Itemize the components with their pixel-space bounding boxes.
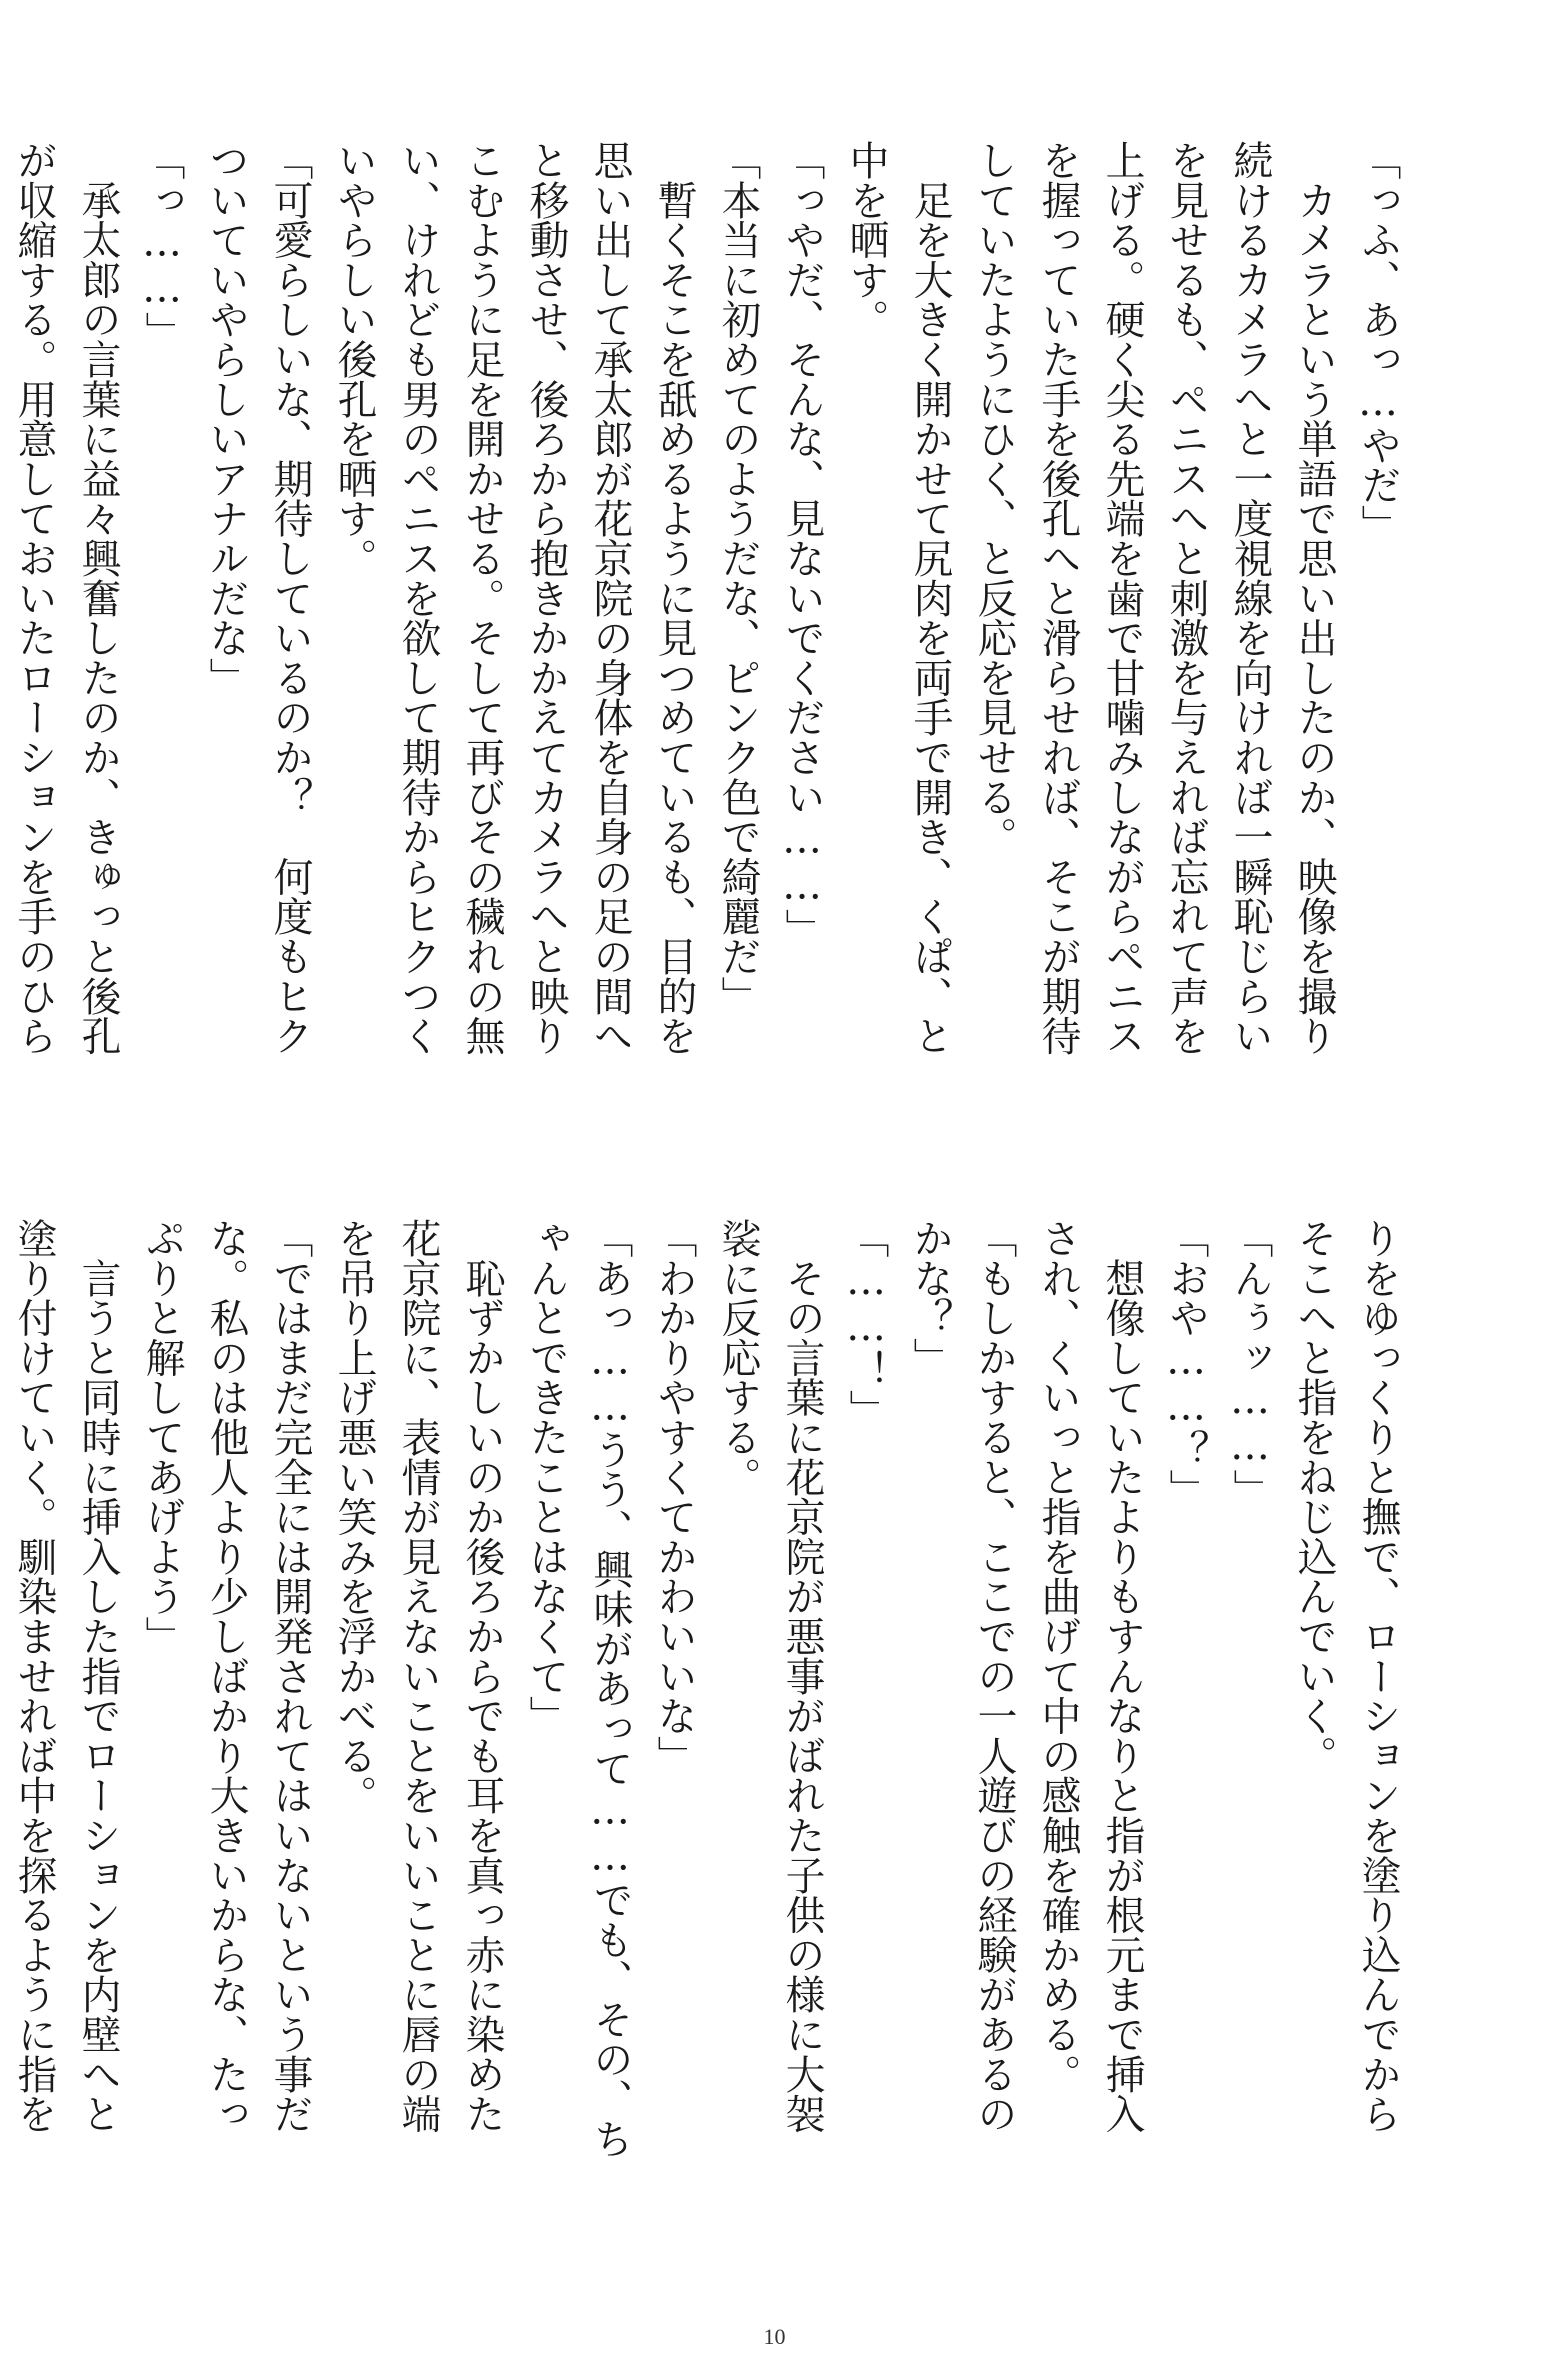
text-column: 想像していたよりもすんなりと指が根元まで挿入 bbox=[1099, 1218, 1145, 2134]
text-column: していたようにひく、と反応を見せる。 bbox=[971, 140, 1017, 857]
text-column: 「ではまだ完全には開発されてはいないという事だ bbox=[267, 1218, 313, 2134]
text-column: 「わかりやすくてかわいいな」 bbox=[651, 1218, 697, 1776]
text-column: 「もしかすると、ここでの一人遊びの経験があるの bbox=[971, 1218, 1017, 2134]
text-column: され、くいっと指を曲げて中の感触を確かめる。 bbox=[1035, 1218, 1081, 2094]
text-column: こむように足を開かせる。そして再びその穢れの無 bbox=[459, 140, 505, 1056]
text-column: 上げる。硬く尖る先端を歯で甘噛みしながらペニス bbox=[1099, 140, 1145, 1056]
text-column: 「っやだ、そんな、見ないでください……」 bbox=[779, 140, 825, 949]
text-column: 「本当に初めてのようだな、ピンク色で綺麗だ」 bbox=[715, 140, 761, 1016]
text-column: 裟に反応する。 bbox=[715, 1218, 761, 1497]
text-column: 恥ずかしいのか後ろからでも耳を真っ赤に染めた bbox=[459, 1218, 505, 2134]
text-column: 言うと同時に挿入した指でローションを内壁へと bbox=[75, 1218, 121, 2134]
text-column: 「可愛らしいな、期待しているのか？ 何度もヒク bbox=[267, 140, 313, 1056]
text-column: を吊り上げ悪い笑みを浮かべる。 bbox=[331, 1218, 377, 1815]
text-column: かな？」 bbox=[907, 1218, 953, 1378]
text-column: な。私のは他人より少しばかり大きいからな、たっ bbox=[203, 1218, 249, 2134]
text-column bbox=[0, 1218, 2, 2218]
text-column: 中を晒す。 bbox=[843, 140, 889, 339]
text-column: を見せるも、ペニスへと刺激を与えれば忘れて声を bbox=[1163, 140, 1209, 1056]
lower-text-block bbox=[11, 1218, 1410, 2218]
text-column: 思い出して承太郎が花京院の身体を自身の足の間へ bbox=[587, 140, 633, 1056]
text-column: 塗り付けていく。馴染ませれば中を探るように指を bbox=[11, 1218, 57, 2134]
text-column bbox=[0, 140, 2, 1140]
text-column: 暫くそこを舐めるように見つめているも、目的を bbox=[651, 140, 697, 1056]
text-column: 「っ……」 bbox=[139, 140, 185, 352]
text-column: 「っふ、あっ…やだ」 bbox=[1355, 140, 1401, 545]
text-column: 「……！」 bbox=[843, 1218, 889, 1430]
text-column: 足を大きく開かせて尻肉を両手で開き、くぱ、と bbox=[907, 140, 953, 1056]
text-column: カメラという単語で思い出したのか、映像を撮り bbox=[1291, 140, 1337, 1056]
text-column: 「んぅッ……」 bbox=[1227, 1218, 1273, 1509]
text-column: が収縮する。用意しておいたローションを手のひら bbox=[11, 140, 57, 1056]
text-column: 「おや……？」 bbox=[1163, 1218, 1209, 1509]
upper-text-block bbox=[11, 140, 1410, 1140]
text-column: その言葉に花京院が悪事がばれた子供の様に大袈 bbox=[779, 1218, 825, 2134]
text-column: 承太郎の言葉に益々興奮したのか、きゅっと後孔 bbox=[75, 140, 121, 1056]
text-column: 「あっ……うう、興味があって……でも、その、ち bbox=[587, 1218, 633, 2159]
text-column: を握っていた手を後孔へと滑らせれば、そこが期待 bbox=[1035, 140, 1081, 1056]
text-column: ゃんとできたことはなくて」 bbox=[523, 1218, 569, 1736]
text-column: いやらしい後孔を晒す。 bbox=[331, 140, 377, 578]
text-column: と移動させ、後ろから抱きかかえてカメラへと映り bbox=[523, 140, 569, 1056]
page-number: 10 bbox=[763, 2324, 786, 2349]
text-column: ぷりと解してあげよう」 bbox=[139, 1218, 185, 1656]
text-column: い、けれども男のペニスを欲して期待からヒクつく bbox=[395, 140, 441, 1056]
text-column: ついていやらしいアナルだな」 bbox=[203, 140, 249, 698]
text-column: りをゆっくりと撫で、ローションを塗り込んでから bbox=[1355, 1218, 1401, 2134]
text-column: そこへと指をねじ込んでいく。 bbox=[1291, 1218, 1337, 1776]
text-column: 花京院に、表情が見えないことをいいことに唇の端 bbox=[395, 1218, 441, 2134]
text-column: 続けるカメラへと一度視線を向ければ一瞬恥じらい bbox=[1227, 140, 1273, 1056]
